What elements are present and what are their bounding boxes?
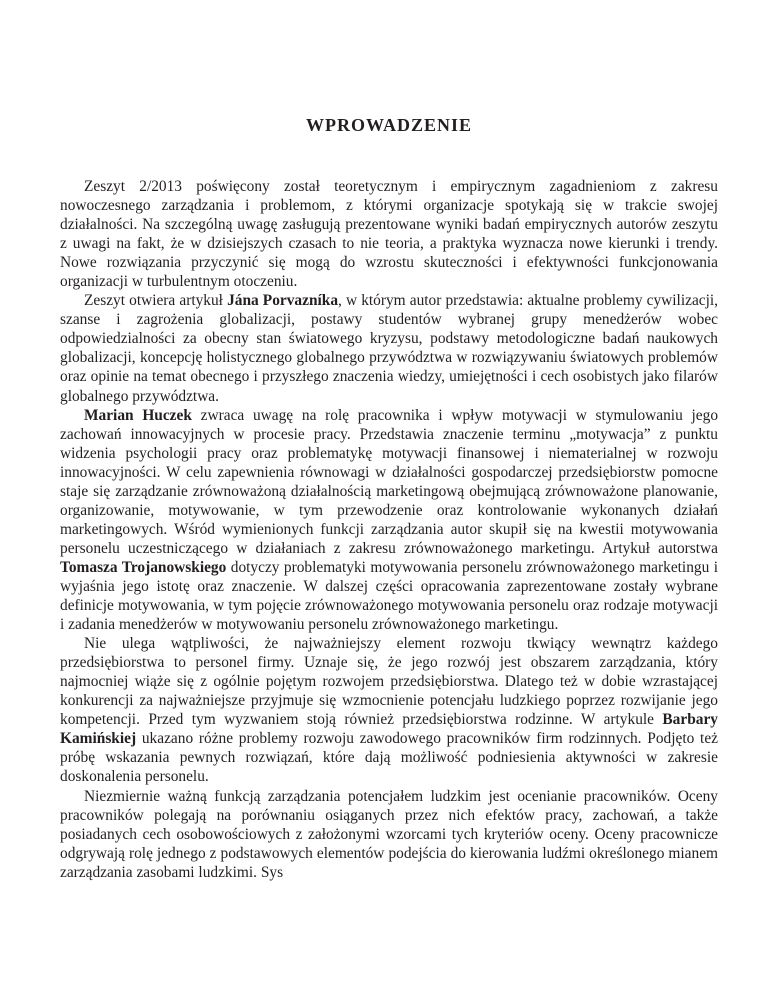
- page-title: WPROWADZENIE: [305, 115, 473, 135]
- paragraph: [60, 787, 718, 882]
- paragraph: [60, 406, 718, 635]
- paragraph: [60, 177, 718, 291]
- paragraph-text: , w którym autor przedstawia: aktualne problemy cywilizacji, szanse i zagrożenia globalizacji, postawy studentów wybranej grupy menedżerów wobec odpowiedzialności za obecny stan światowego kryzysu, podstawy metodologiczne badań naukowych globalizacji, koncepcję holistycznego globalnego przywództwa w rozwiązywaniu światowych problemów oraz opinie na temat obecnego i przyszłego znaczenia wiedzy, umiejętności i cech osobistych jako filarów globalnego przywództwa.: [60, 292, 719, 405]
- paragraph-text: Zeszyt 2/2013 poświęcony został teoretycznym i empirycznym zagadnieniom z zakresu nowoczesnego zarządzania i problemom, z którymi organizacje spotykają się w trakcie swojej działalności. Na szczególną uwagę zasługują prezentowane wyniki badań empirycznych autorów zeszytu z uwagi na fakt, że w dzisiejszych czasach to nie teoria, a praktyka wyznacza nowe kierunki i trendy. Nowe rozwiązania przyczynić się mogą do wzrostu skuteczności i efektywności funkcjonowania organizacji w turbulentnym otoczeniu.: [60, 178, 718, 291]
- document-page: [60, 113, 718, 882]
- author-name: Marian Huczek: [84, 406, 192, 424]
- author-name: Jána Porvazníka: [227, 292, 339, 310]
- paragraph-text: Zeszyt otwiera artykuł: [84, 292, 228, 310]
- paragraph-text: Niezmiernie ważną funkcją zarządzania potencjałem ludzkim jest ocenianie pracowników. Oceny pracowników polegają na porównaniu osiąganych przez nich efektów pracy, zachowań, a także posiadanych cech osobowościowych z założonymi wzorcami tych kryteriów oceny. Oceny pracownicze odgrywają rolę jednego z podstawowych elementów podejścia do kierowania ludźmi określonego mianem zarządzania zasobami ludzkimi. Sys: [60, 787, 718, 881]
- paragraph: [60, 291, 718, 405]
- paragraph-text: zwraca uwagę na rolę pracownika i wpływ motywacji w stymulowaniu jego zachowań innowacyjnych w procesie pracy. Przedstawia znaczenie terminu „motywacja” z punktu widzenia psychologii pracy oraz problematykę motywacji finansowej i niematerialnej w rozwoju innowacyjności. W celu zapewnienia równowagi w działalności gospodarczej przedsiębiorstw pomocne staje się zarządzanie zrównoważoną działalnością marketingową obejmującą zrównoważone planowanie, organizowanie, motywowanie, w tym przewodzenie oraz kontrolowanie wykonanych działań marketingowych. Wśród wymienionych funkcji zarządzania autor skupił się na kwestii motywowania personelu uczestniczącego w działaniach z zakresu zrównoważonego marketingu. Artykuł autorstwa: [60, 406, 719, 557]
- author-name: Tomasza Trojanowskiego: [60, 558, 227, 576]
- author-name: Barbary Kamińskiej: [60, 711, 718, 748]
- paragraph: [60, 634, 718, 786]
- paragraph-text: ukazano różne problemy rozwoju zawodowego pracowników firm rodzinnych. Podjęto też próbę wskazania pewnych rozwiązań, które dają możliwość podniesienia aktywności w zakresie doskonalenia personelu.: [60, 730, 718, 786]
- paragraph-text: dotyczy problematyki motywowania personelu zrównoważonego marketingu i wyjaśnia jego istotę oraz znaczenie. W dalszej części opracowania zaprezentowane zostały wybrane definicje motywowania, w tym pojęcie zrównoważonego motywowania personelu oraz rodzaje motywacji i zadania menedżerów w motywowaniu personelu zrównoważonego marketingu.: [60, 558, 718, 634]
- paragraph-text: Nie ulega wątpliwości, że najważniejszy element rozwoju tkwiący wewnątrz każdego przedsiębiorstwa to personel firmy. Uznaje się, że jego rozwój jest obszarem zarządzania, który najmocniej wiąże się z ogólnie pojętym rozwojem przedsiębiorstwa. Dlatego też w dobie wzrastającej konkurencji za najważniejsze przyjmuje się wzmocnienie potencjału ludzkiego poprzez rozwijanie jego kompetencji. Przed tym wyzwaniem stoją również przedsiębiorstwa rodzinne. W artykule: [60, 635, 718, 729]
- document-body: [60, 177, 718, 882]
